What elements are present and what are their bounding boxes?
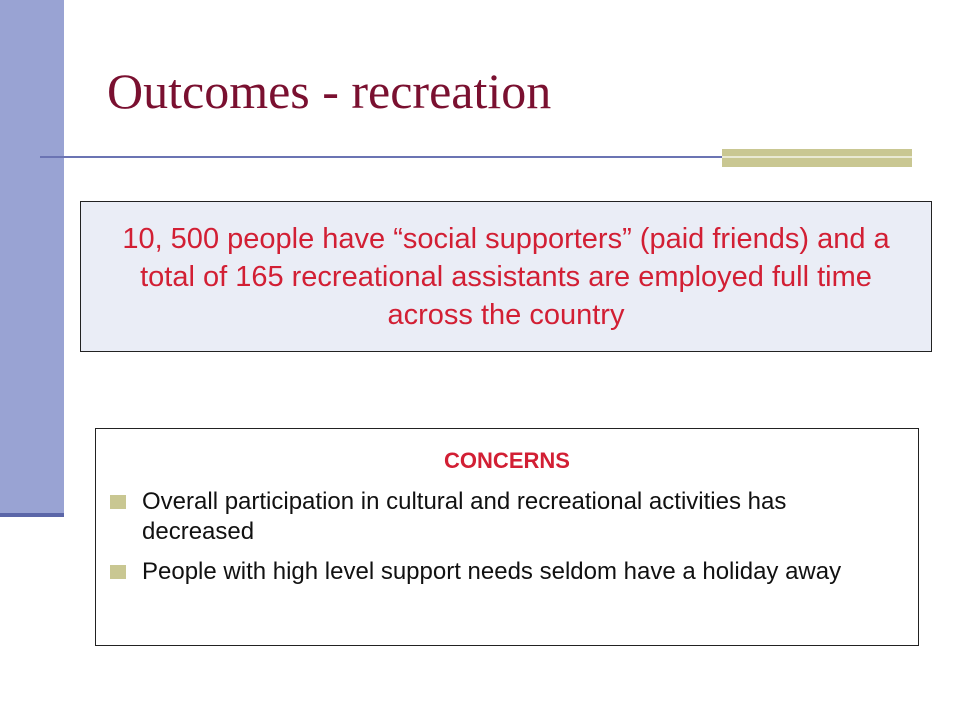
list-item bbox=[96, 557, 918, 587]
square-bullet-icon bbox=[110, 565, 126, 579]
concerns-list bbox=[96, 487, 918, 597]
list-item bbox=[96, 487, 918, 547]
title-underline-accent bbox=[722, 149, 912, 167]
concerns-heading: CONCERNS bbox=[444, 448, 570, 473]
slide-title: Outcomes - recreation bbox=[107, 63, 552, 119]
left-decorative-bar bbox=[0, 0, 64, 513]
highlight-text: 10, 500 people have “social supporters” (paid friends) and a total of 165 recreational assistants are employed full time across the country bbox=[122, 222, 890, 331]
list-item-text: People with high level support needs seldom have a holiday away bbox=[142, 558, 842, 585]
square-bullet-icon bbox=[110, 495, 126, 509]
highlight-box bbox=[80, 201, 932, 352]
concerns-box bbox=[95, 428, 919, 646]
list-item-text: Overall participation in cultural and recreational activities has decreased bbox=[142, 488, 787, 545]
